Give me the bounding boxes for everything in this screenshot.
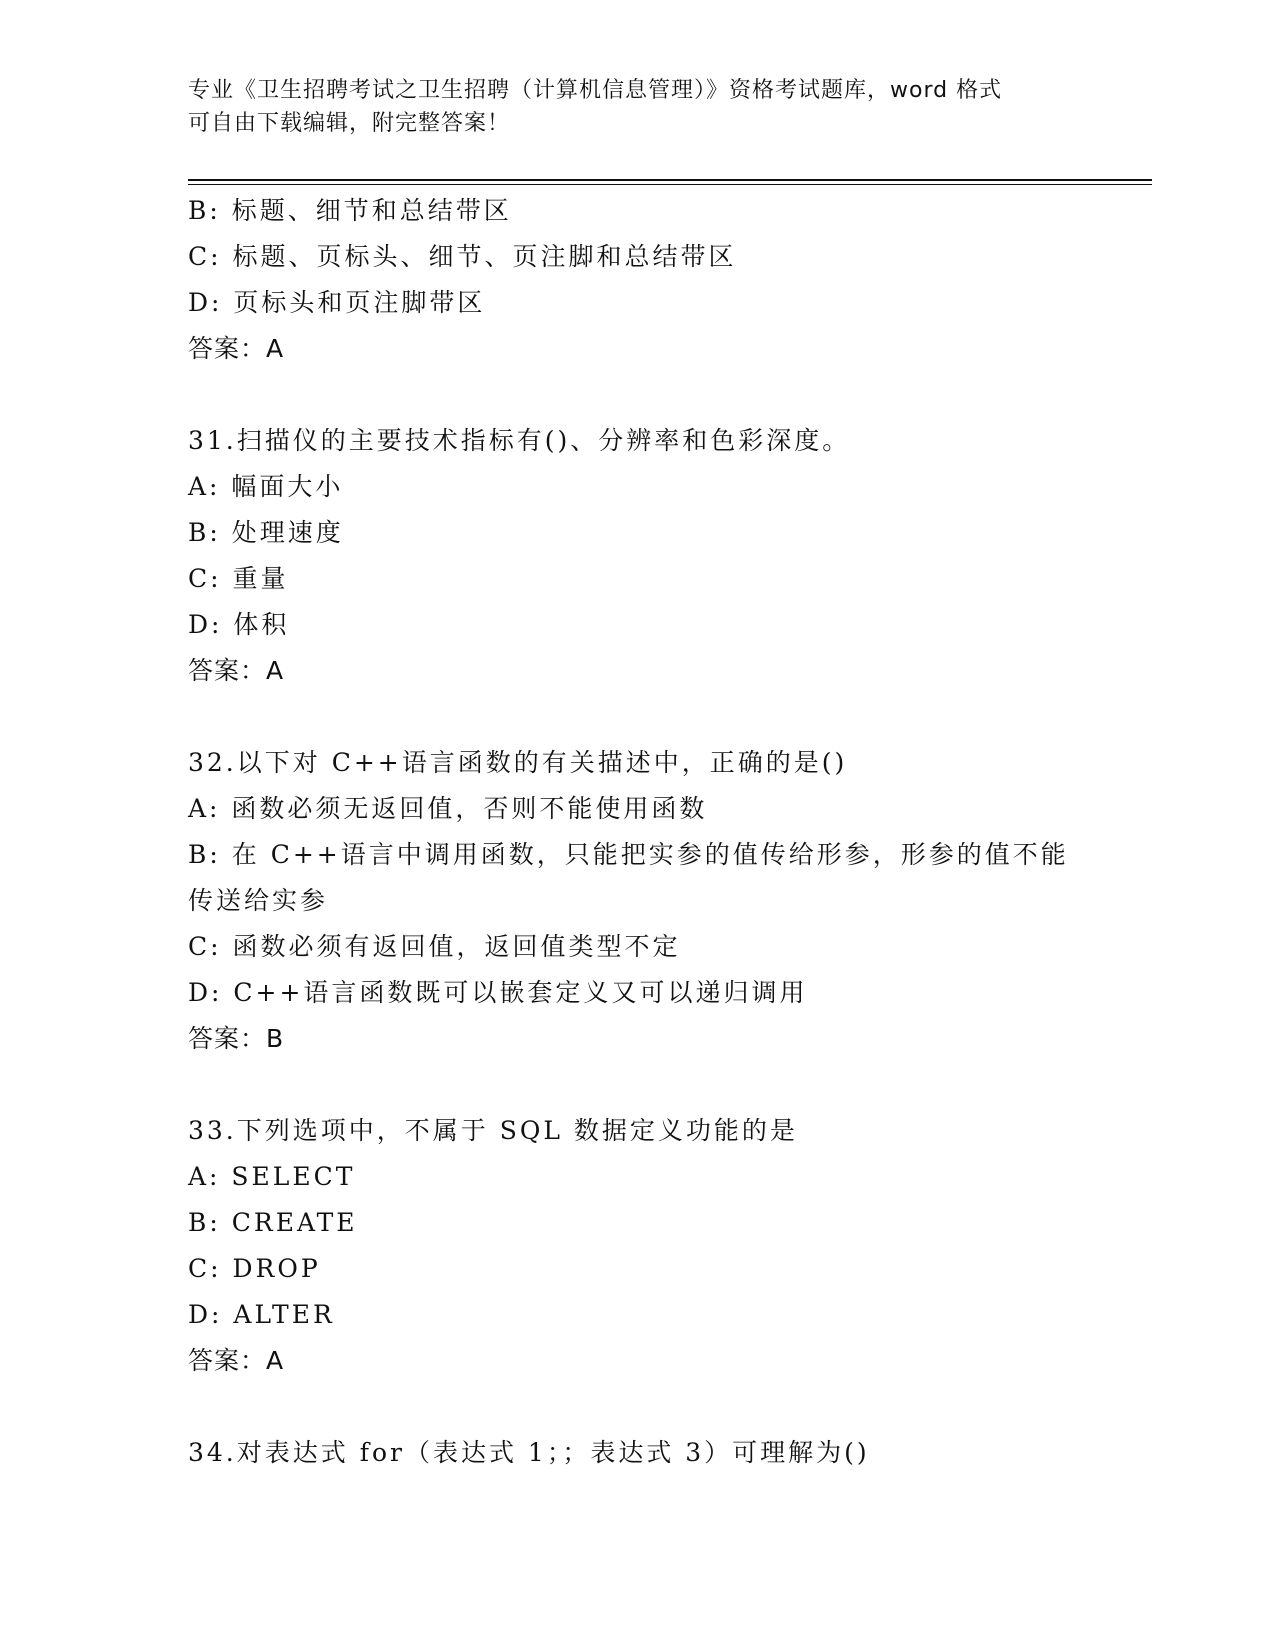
spacer bbox=[188, 1384, 1088, 1430]
option-d: D: 体积 bbox=[188, 610, 290, 639]
header-line-2: 可自由下载编辑，附完整答案！ bbox=[188, 111, 511, 136]
option-a: A: 函数必须无返回值，否则不能使用函数 bbox=[188, 794, 708, 823]
question-33 bbox=[188, 1108, 1088, 1384]
spacer bbox=[188, 1062, 1088, 1108]
option-a: A: SELECT bbox=[188, 1162, 356, 1191]
header-rule-bottom bbox=[188, 184, 1152, 185]
option-b-continued: 传送给实参 bbox=[188, 886, 329, 915]
option-b: B: 处理速度 bbox=[188, 518, 344, 547]
option-c: C: DROP bbox=[188, 1254, 321, 1283]
option-b: B: 在 C++语言中调用函数，只能把实参的值传给形参，形参的值不能 bbox=[188, 840, 1069, 869]
answer: 答案：A bbox=[188, 656, 285, 685]
question-32 bbox=[188, 740, 1088, 1062]
option-c: C: 标题、页标头、细节、页注脚和总结带区 bbox=[188, 242, 737, 271]
document-header bbox=[188, 74, 1088, 140]
question-34 bbox=[188, 1430, 1088, 1476]
answer: 答案：B bbox=[188, 1024, 285, 1053]
answer: 答案：A bbox=[188, 334, 285, 363]
question-text: 31.扫描仪的主要技术指标有()、分辨率和色彩深度。 bbox=[188, 426, 851, 455]
spacer bbox=[188, 372, 1088, 418]
question-text: 34.对表达式 for（表达式 1；；表达式 3）可理解为() bbox=[188, 1438, 870, 1467]
option-c: C: 函数必须有返回值，返回值类型不定 bbox=[188, 932, 681, 961]
header-rule-top bbox=[188, 179, 1152, 181]
spacer bbox=[188, 694, 1088, 740]
option-d: D: 页标头和页注脚带区 bbox=[188, 288, 486, 317]
question-list bbox=[188, 188, 1088, 1476]
option-b: B: 标题、细节和总结带区 bbox=[188, 196, 512, 225]
option-d: D: C++语言函数既可以嵌套定义又可以递归调用 bbox=[188, 978, 808, 1007]
option-b: B: CREATE bbox=[188, 1208, 358, 1237]
option-d: D: ALTER bbox=[188, 1300, 335, 1329]
answer: 答案：A bbox=[188, 1346, 285, 1375]
option-a: A: 幅面大小 bbox=[188, 472, 344, 501]
question-text: 33.下列选项中，不属于 SQL 数据定义功能的是 bbox=[188, 1116, 798, 1145]
header-line-1: 专业《卫生招聘考试之卫生招聘（计算机信息管理）》资格考试题库，word 格式 bbox=[188, 78, 1003, 103]
question-text: 32.以下对 C++语言函数的有关描述中，正确的是() bbox=[188, 748, 848, 777]
question-30-continued bbox=[188, 188, 1088, 372]
question-31 bbox=[188, 418, 1088, 694]
option-c: C: 重量 bbox=[188, 564, 289, 593]
